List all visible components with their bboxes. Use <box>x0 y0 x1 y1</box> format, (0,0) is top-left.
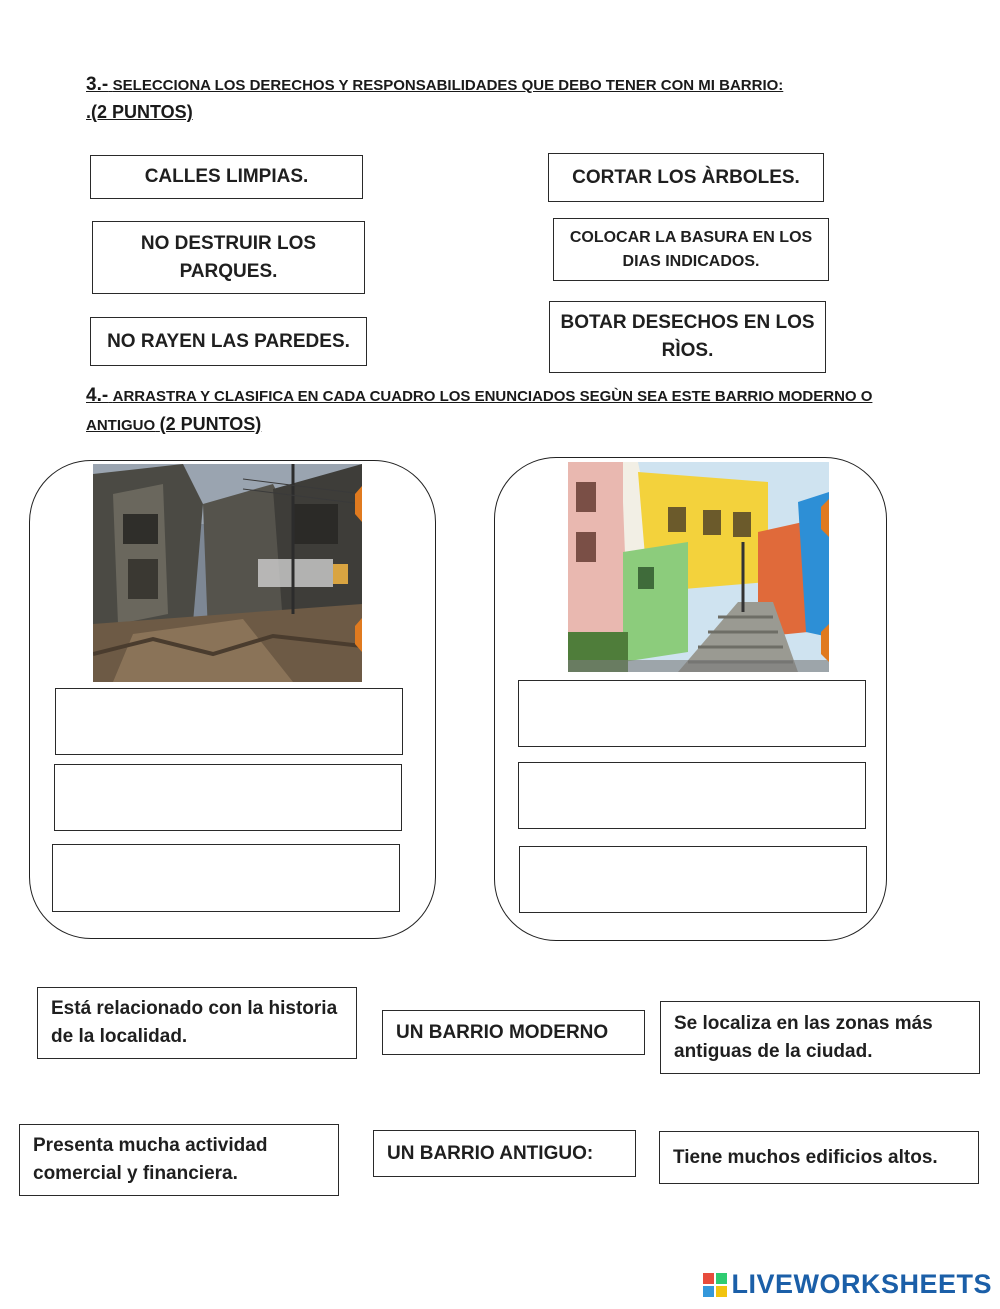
card-barrio-moderno[interactable]: UN BARRIO MODERNO <box>382 1010 645 1055</box>
modern-neighborhood-photo <box>568 462 829 672</box>
card-actividad-comercial[interactable]: Presenta mucha actividad comercial y financiera. <box>19 1124 339 1196</box>
option-colocar-basura[interactable]: COLOCAR LA BASURA EN LOS DIAS INDICADOS. <box>553 218 829 281</box>
modern-neighborhood-illustration <box>568 462 829 672</box>
section-4-heading-line2: ANTIGUO (2 PUNTOS) <box>86 414 262 434</box>
old-drop-zone-2[interactable] <box>54 764 402 831</box>
old-drop-zone-3[interactable] <box>52 844 400 912</box>
section-3-number: 3.- <box>86 74 109 95</box>
section-4-number: 4.- <box>86 385 109 406</box>
liveworksheets-logo <box>702 1269 992 1300</box>
card-barrio-antiguo[interactable]: UN BARRIO ANTIGUO: <box>373 1130 636 1177</box>
card-edificios-altos[interactable]: Tiene muchos edificios altos. <box>659 1131 979 1184</box>
modern-drop-zone-2[interactable] <box>518 762 866 829</box>
section-4-title: ARRASTRA Y CLASIFICA EN CADA CUADRO LOS ENUNCIADOS SEGÙN SEA ESTE BARRIO MODERNO O <box>112 388 873 405</box>
old-neighborhood-illustration <box>93 464 362 682</box>
liveworksheets-logo-icon <box>702 1272 728 1298</box>
section-3-points: .(2 PUNTOS) <box>86 102 193 122</box>
liveworksheets-logo-text: LIVEWORKSHEETS <box>731 1269 992 1299</box>
option-no-rayen-paredes[interactable]: NO RAYEN LAS PAREDES. <box>90 317 367 366</box>
option-botar-desechos[interactable]: BOTAR DESECHOS EN LOS RÌOS. <box>549 301 826 373</box>
option-no-destruir-parques[interactable]: NO DESTRUIR LOS PARQUES. <box>92 221 365 294</box>
section-3-heading <box>86 74 783 96</box>
section-4-points: (2 PUNTOS) <box>159 414 262 434</box>
section-3-title: SELECCIONA LOS DERECHOS Y RESPONSABILIDADES QUE DEBO TENER CON MI BARRIO: <box>112 77 784 94</box>
card-historia-localidad[interactable]: Está relacionado con la historia de la localidad. <box>37 987 357 1059</box>
modern-drop-zone-1[interactable] <box>518 680 866 747</box>
card-zonas-antiguas[interactable]: Se localiza en las zonas más antiguas de la ciudad. <box>660 1001 980 1074</box>
option-cortar-arboles[interactable]: CORTAR LOS ÀRBOLES. <box>548 153 824 202</box>
option-calles-limpias[interactable]: CALLES LIMPIAS. <box>90 155 363 199</box>
old-drop-zone-1[interactable] <box>55 688 403 755</box>
modern-drop-zone-3[interactable] <box>519 846 867 913</box>
old-neighborhood-photo <box>93 464 362 682</box>
section-4-heading <box>86 385 872 407</box>
